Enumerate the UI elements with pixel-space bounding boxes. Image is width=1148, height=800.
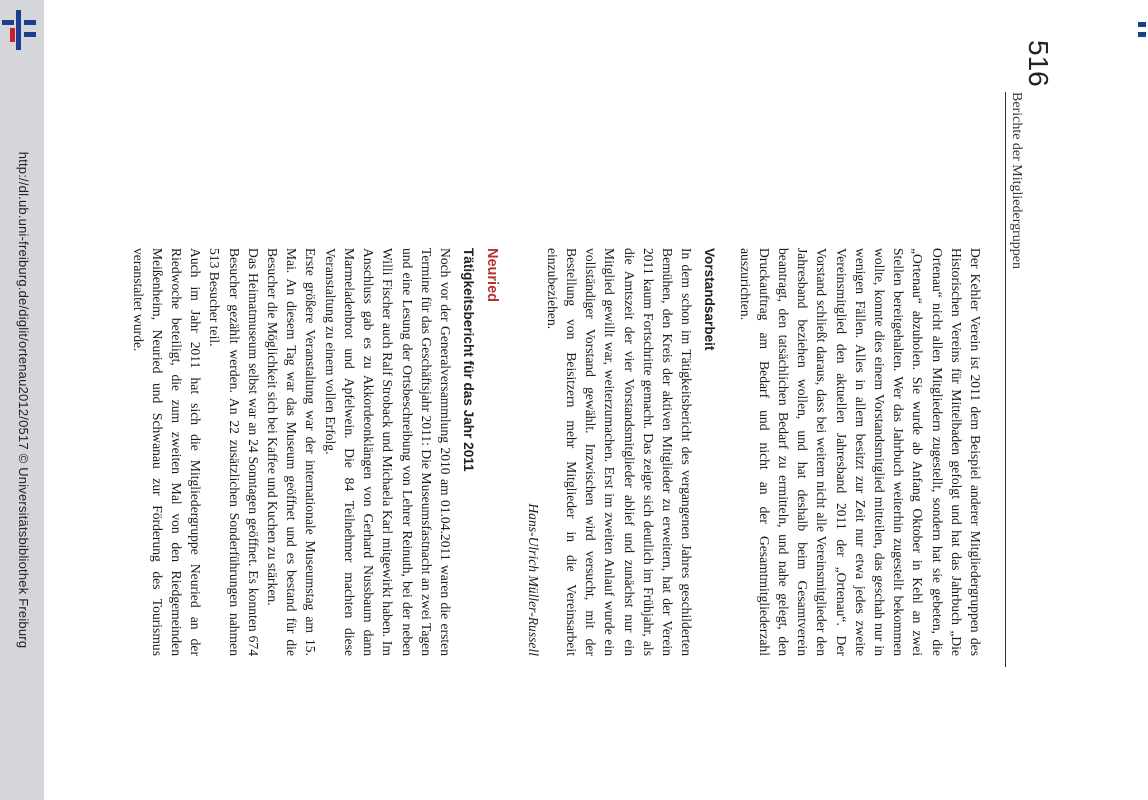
group-heading-neuried: Neuried — [484, 248, 501, 302]
section-heading-vorstandsarbeit: Vorstandsarbeit — [702, 248, 718, 351]
edge-marker-icon — [1138, 22, 1146, 38]
neuried-paragraph-3: Das Heimatmuseum selbst war an 24 Sonntagen geöffnet. Es konnten 674 Besucher gezählt werden. An 22 zusätzlichen Sonderführungen nahmen 513 Besucher teil. — [207, 248, 261, 656]
neuried-paragraph-2: Erste größere Veranstaltung war der internationale Museumstag am 15. Mai. An diesem Tag war das Museum geöffnet und es bestand für die Besucher die Möglichkeit sich bei Kaffee und Kuchen zu stärken. — [265, 248, 319, 656]
document-page — [90, 0, 1090, 800]
page-number: 516 — [1023, 40, 1054, 87]
section-heading-taetigkeitsbericht: Tätigkeitsbericht für das Jahr 2011 — [461, 248, 477, 472]
neuried-paragraph-1: Noch vor der Generalversammlung 2010 am 01.04.2011 waren die ersten Termine für das Geschäftsjahr 2011: Die Museumsfastnacht an zwei Tagen und eine Lesung der Ortsbeschreibung von Lehrer Reinuth, bei der neben Willi Fischer auch Ralf Stroback und Michaela Karl mitgewirkt haben. Im Anschluss gab es zu Akkordeonklängen von Gerhard Nussbaum dann Marmeladenbrot und Apfelwein. Die 84 Teilnehmer machten diese Veranstaltung zu einem vollen Erfolg. — [322, 248, 453, 656]
text-column — [128, 248, 985, 656]
author-signature: Hans-Ulrich Müller-Russell — [525, 503, 541, 656]
intro-paragraph: Der Kehler Verein ist 2011 dem Beispiel anderer Mitgliedergruppen des Historischen Vereins für Mittelbaden gefolgt und hat das Jahrbuch „Die Ortenau“ nicht allen Mitgliedern zugestellt, sondern hat sie gebeten, die „Ortenau“ abzuholen. Sie wurde ab Anfang Oktober in Kehl an zwei Stellen bereitgehalten. Wer das Jahrbuch weiterhin zugestellt bekommen wollte, konnte dies einem Vorstandsmitglied mitteilen, das geschah nur in wenigen Fällen. Alles in allem besitzt zur Zeit nur etwa jedes zweite Vereinsmitglied den aktuellen Jahresband 2011 der „Ortenau“. Der Vorstand schließt daraus, dass bei weitem nicht alle Vereinsmitglieder den Jahresband beziehen wollen, und hat deshalb beim Gesamtverein beantragt, den tatsächlichen Bedarf zu ermitteln, und nahe gelegt, den Druckauftrag am Bedarf und nicht an der Gesamtmitgliederzahl auszurichten. — [737, 248, 983, 656]
source-watermark[interactable]: http://dl.ub.uni-freiburg.de/diglit/ortenau2012/0517 © Universitätsbibliothek Freiburg — [16, 151, 31, 649]
university-logo-icon — [2, 6, 40, 50]
neuried-paragraph-4: Auch im Jahr 2011 hat sich die Mitgliedergruppe Neuried an der Riedwoche beteiligt, die zum zweiten Mal von den Riedgemeinden Meißenheim, Neuried und Schwanau zur Förderung des Tourismus veranstaltet wurde. — [130, 248, 204, 656]
viewer-sidebar — [0, 0, 44, 800]
vorstandsarbeit-paragraph: In dem schon im Tätigkeitsbericht des vergangenen Jahres geschilderten Bemühen, den Kreis der aktiven Mitglieder zu erweitern, hat der Verein 2011 kaum Fortschritte gemacht. Das zeigte sich deutlich im Frühjahr, als die Amtszeit der vier Vorstandsmitglieder ablief und zunächst nur ein Mitglied gewillt war, weiterzumachen. Erst im zweiten Anlauf wurde ein vollständiger Vorstand gewählt. Inzwischen wird versucht, mit der Bestellung von Beisitzern mehr Mitglieder in die Vereinsarbeit einzubeziehen. — [544, 248, 695, 656]
running-head: Berichte der Mitgliedergruppen — [1005, 92, 1024, 667]
